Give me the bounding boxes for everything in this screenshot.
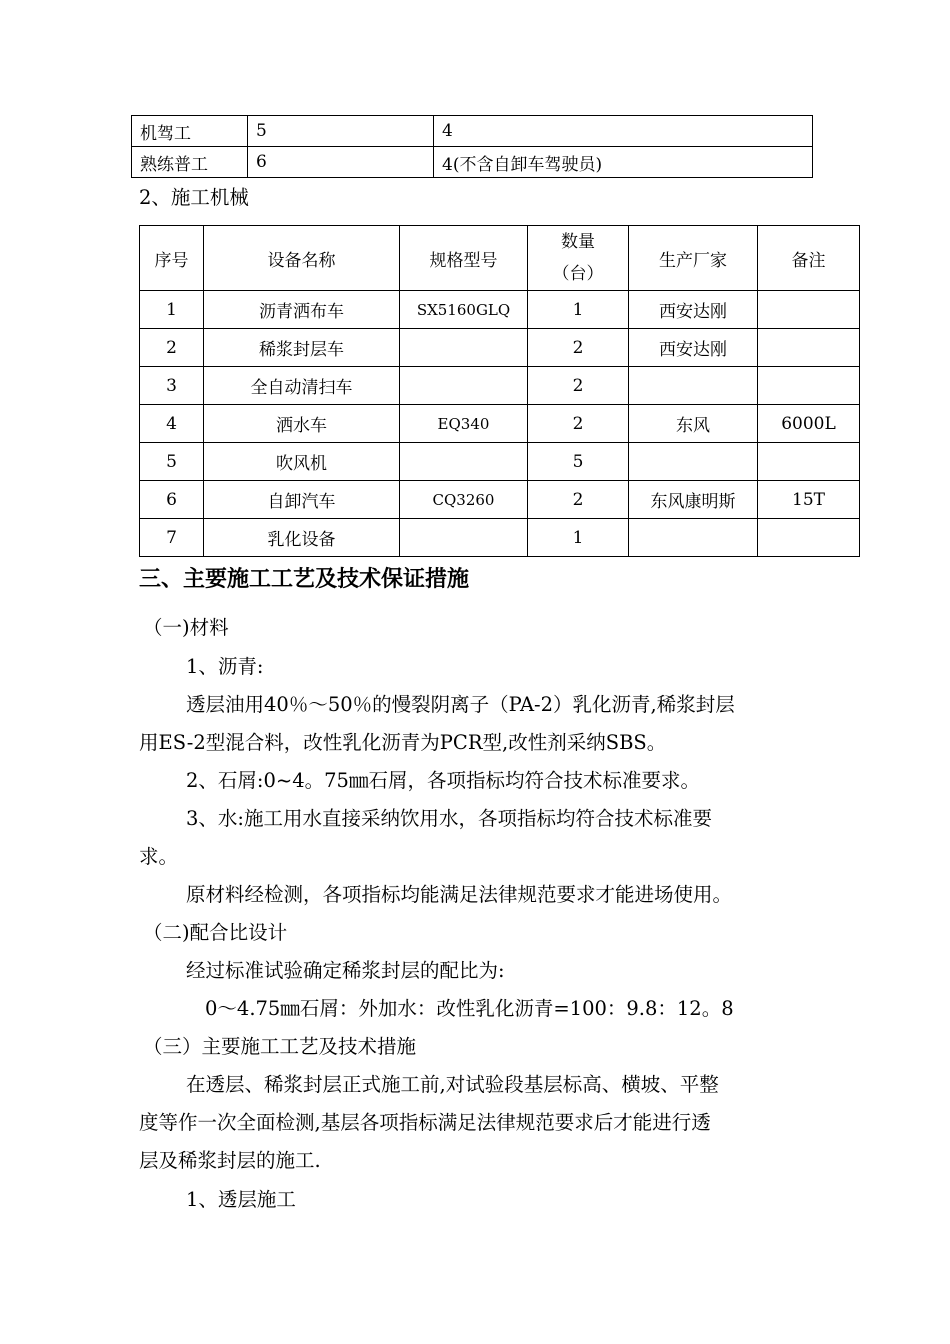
cell-no: 2 [140,329,204,367]
mix-ratio-line: 0～4.75㎜石屑：外加水：改性乳化沥青=100：9.8：12。8 [205,997,734,1020]
cell-no: 3 [140,367,204,405]
table-row [140,519,860,557]
staff-role-cell: 机驾工 [132,116,248,147]
subheading-prime-coat: 1、透层施工 [186,1188,296,1211]
staff-count-cell: 6 [248,147,434,178]
paragraph-line: 透层油用40％～50％的慢裂阴离子（PA-2）乳化沥青,稀浆封层 [186,693,735,716]
cell-maker: 东风康明斯 [629,481,758,519]
section-title: 三、主要施工工艺及技术保证措施 [139,567,470,592]
cell-maker: 西安达刚 [629,329,758,367]
cell-maker [629,367,758,405]
paragraph-line: 1、沥青: [186,655,264,678]
paragraph-line: 在透层、稀浆封层正式施工前,对试验段基层标高、横坡、平整 [186,1073,719,1096]
paragraph-line: 3、水:施工用水直接采纳饮用水，各项指标均符合技术标准要 [186,807,712,830]
paragraph-line: 经过标准试验确定稀浆封层的配比为: [186,959,505,982]
paragraph-line: 2、石屑:0~4。75㎜石屑，各项指标均符合技术标准要求。 [186,769,700,792]
cell-qty: 2 [528,405,629,443]
subheading-mix-design: （二)配合比设计 [143,921,288,944]
table-row [140,443,860,481]
machinery-table [139,225,860,557]
cell-qty: 1 [528,519,629,557]
header-qty-line1: 数量 [561,232,595,252]
table-row [140,329,860,367]
header-no: 序号 [140,226,204,291]
paragraph-line: 层及稀浆封层的施工. [139,1149,321,1172]
cell-note [758,367,860,405]
cell-name: 全自动清扫车 [204,367,400,405]
cell-name: 吹风机 [204,443,400,481]
cell-maker: 东风 [629,405,758,443]
paragraph-line: 度等作一次全面检测,基层各项指标满足法律规范要求后才能进行透 [139,1111,711,1134]
cell-spec [400,367,528,405]
cell-note [758,443,860,481]
staff-count-cell: 4(不含自卸车驾驶员) [434,147,813,178]
cell-note: 15T [758,481,860,519]
cell-no: 1 [140,291,204,329]
paragraph-line: 原材料经检测，各项指标均能满足法律规范要求才能进场使用。 [186,883,733,906]
cell-name: 沥青洒布车 [204,291,400,329]
staff-role-cell: 熟练普工 [132,147,248,178]
cell-qty: 5 [528,443,629,481]
subheading-materials: （一)材料 [143,616,229,639]
table-row [140,291,860,329]
header-note: 备注 [758,226,860,291]
cell-name: 自卸汽车 [204,481,400,519]
cell-no: 6 [140,481,204,519]
cell-qty: 2 [528,367,629,405]
cell-maker [629,519,758,557]
staff-count-cell: 5 [248,116,434,147]
cell-no: 7 [140,519,204,557]
header-qty-line2: （台） [552,264,604,284]
cell-spec: SX5160GLQ [400,291,528,329]
cell-note [758,329,860,367]
cell-maker [629,443,758,481]
cell-maker: 西安达刚 [629,291,758,329]
machinery-heading: 2、施工机械 [139,186,249,209]
table-row [140,481,860,519]
staff-table [131,115,813,178]
table-row [132,147,813,178]
paragraph-line: 求。 [139,845,179,868]
table-header-row [140,226,860,291]
cell-spec [400,443,528,481]
cell-qty: 2 [528,481,629,519]
cell-spec [400,329,528,367]
table-row [132,116,813,147]
table-row [140,367,860,405]
cell-note [758,291,860,329]
cell-qty: 1 [528,291,629,329]
cell-name: 乳化设备 [204,519,400,557]
header-qty [528,226,629,291]
header-name: 设备名称 [204,226,400,291]
cell-note: 6000L [758,405,860,443]
cell-qty: 2 [528,329,629,367]
staff-count-cell: 4 [434,116,813,147]
cell-spec: EQ340 [400,405,528,443]
cell-name: 洒水车 [204,405,400,443]
header-spec: 规格型号 [400,226,528,291]
cell-spec [400,519,528,557]
cell-no: 4 [140,405,204,443]
cell-spec: CQ3260 [400,481,528,519]
table-row [140,405,860,443]
cell-no: 5 [140,443,204,481]
cell-note [758,519,860,557]
paragraph-line: 用ES-2型混合料，改性乳化沥青为PCR型,改性剂采纳SBS。 [139,731,667,754]
header-maker: 生产厂家 [629,226,758,291]
cell-name: 稀浆封层车 [204,329,400,367]
subheading-process: （三）主要施工工艺及技术措施 [143,1035,417,1058]
